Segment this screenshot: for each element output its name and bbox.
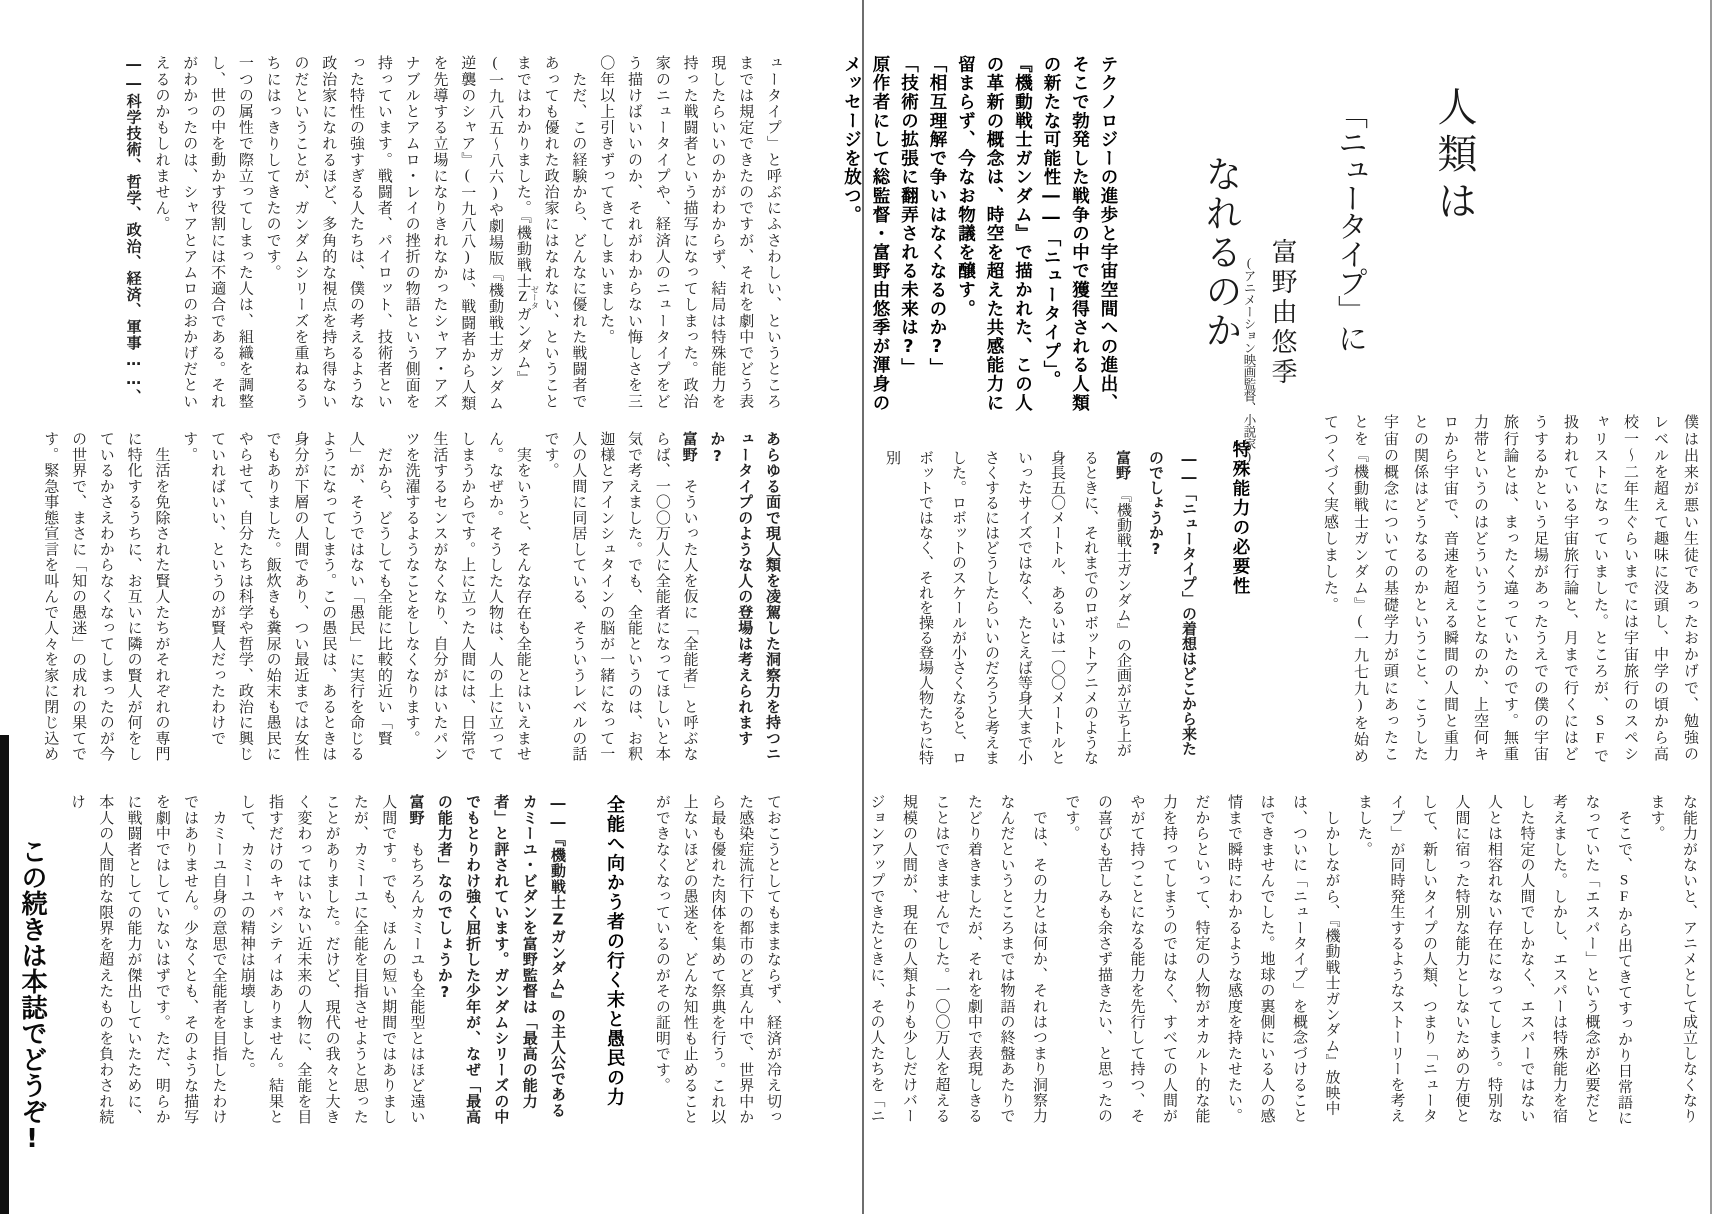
speaker-label: 富野 <box>680 431 699 463</box>
author-role: (アニメーション映画監督、小説家) <box>1242 256 1256 463</box>
paragraph: 実をいうと、そんな存在も全能とはいえません。なぜか。そうした人物は、人の上に立ってしまうからです。上に立った人間には、日常で生活するセンスがなくなり、自分がはいたパンツを洗濯するようなことをしなくなります。 <box>403 431 531 762</box>
left-page-band-2 <box>35 431 786 764</box>
paragraph: 富野 『機動戦士ガンダム』の企画が立ち上がるときに、それまでのロボットアニメのような身長五〇メートル、あるいは一〇〇メートルといったサイズではなく、たとえば等身大まで小さくするにはどうしたらいいのだろうと考えました。ロボットのスケールが小さくなると、ロボットではなく、それを操る登場人物たちに特別 <box>884 450 1132 765</box>
paragraph: ただ、この経験から、どんなに優れた戦闘者であっても優れた政治家にはなれない、ということまではわかりました。『機動戦士Z ゼータガンダム』(一九八五〜八六)や劇場版『機動戦士ガンダム 逆襲のシャア』(一九八八)は、戦闘者から人類を先導する立場になりきれなかったシャア・アズナブルとアムロ・レイの挫折の物語という側面を持っています。戦闘者、パイロット、技術者といった特性の強すぎる人たちは、僕の考えるような政治家になれるほど、多角的な視点を持ち得ないのだということが、ガンダムシリーズを重ねるうちにはっきりしてきたのです。 <box>264 55 587 428</box>
paragraph: 生活を免除された賢人たちがそれぞれの専門に特化するうちに、お互いに隣の賢人が何をしているかさえわからなくなってしまったのが今の世界で、まさに「知の愚迷」の成れの果てです。緊急事態宣言を叫んで人々を家に閉じ込め <box>42 431 170 762</box>
paragraph: ――「ニュータイプ」の着想はどこから来たのでしょうか? <box>1147 450 1198 756</box>
paragraph: ――科学技術、哲学、政治、経済、軍事……、 <box>124 55 143 406</box>
page-title-line-2: 「ニュータイプ」に <box>1333 99 1366 351</box>
interview-block-2 <box>63 794 572 1129</box>
paragraph: ておこうとしてもままならず、経済が冷え切った感染症流行下の都市のど真ん中で、世界中から最も優れた肉体を集めて祭典を行う。これ以上ないほどの愚迷を、どんな知性も止めることができなくなっているのがその証明です。 <box>653 794 781 1125</box>
left-page-band-3-lead <box>647 794 786 1129</box>
paragraph: 僕は出来が悪い生徒であったおかげで、勉強のレベルを超えて趣味に没頭し、中学の頃から高校一〜二年生ぐらいまでには宇宙旅行のスペシャリストになっていました。ところが、SFで扱われている宇宙旅行論と、月まで行くにはどうするかという足場があったうえでの僕の宇宙旅行論とは、まったく違っていたのです。無重力帯というのはどういうことなのか、上空何キロから宇宙で、音速を超える瞬間の人間と重力との関係はどうなるのかということ、こうした宇宙の概念についての基礎学力が頭にあったことを『機動戦士ガンダム』(一九七九)を始めてつくづく実感しました。 <box>1322 414 1698 765</box>
paragraph: あらゆる面で現人類を凌駕した洞察力を持つニュータイプのような人の登場は考えられますか? <box>708 431 782 762</box>
right-page-band-2 <box>860 794 1705 1131</box>
paragraph: テクノロジーの進歩と宇宙空間への進出、そこで勃発した戦争の中で獲得される人類の新たな可能性――「ニュータイプ」。『機動戦士ガンダム』で描かれた、この人の革新の概念は、時空を超えた共感能力に留まらず、今なお物議を醸す。 <box>955 55 1118 413</box>
paragraph: ュータイプ」と呼ぶにふさわしい、というところまでは規定できたのですが、それを劇中でどう表現したらいいのかがわからず、結局は特殊能力を持った戦闘者という描写になってしまった。政治家のニュータイプや、経済人のニュータイプをどう描けばいいのか、それがわからない悔しさを三〇年以上引きずってきてしまいました。 <box>598 55 781 410</box>
paragraph: そこで、SFから出てきてすっかり日常語になっていた「エスパー」という概念が必要だと考えました。しかし、エスパーは特殊能力を宿した特定の人間でしかなく、エスパーではない人とは相容れない存在になってしまう。特別な人間に宿った特別な能力としないための方便として、新しいタイプの人類、つまり「ニュータイプ」が同時発生するようなストーリーを考えました。 <box>1356 794 1632 1126</box>
speaker-label: 富野 <box>1114 450 1132 480</box>
continue-in-magazine-note: この続きは本誌でどうぞ! <box>17 838 47 1154</box>
ruby-annotated-text: Z ゼータ <box>514 285 540 310</box>
left-edge-black-bar <box>0 735 9 1214</box>
page-edge-line <box>1710 0 1712 1214</box>
left-page-band-1 <box>119 55 786 428</box>
paragraph: 富野 そういった人を仮に「全能者」と呼ぶならば、一〇〇万人に全能者になってほしいと本気で考えました。でも、全能というのは、お釈迦様とアインシュタインの脳が一緒になって一人の人間に同居している、そういうレベルの話です。 <box>542 431 699 762</box>
section-heading-special-ability: 特殊能力の必要性 <box>1230 440 1250 596</box>
paragraph: カミーユ自身の意思で全能者を目指したわけではありません。少なくとも、そのような描写を劇中ではしていないはずです。ただ、明らかに戦闘者としての能力が傑出していたために、本人の人間的な限界を超えたものを負わされ続け <box>68 794 227 1125</box>
paragraph: 一つの属性で際立ってしまった人は、組織を調整し、世の中を動かす役割には不適合である。それがわかったのは、シャアとアムロのおかげだといえるのかもしれません。 <box>153 55 253 410</box>
paragraph: 「相互理解で争いはなくなるのか?」 <box>927 55 947 378</box>
page-title-line-1: 人類は <box>1432 86 1477 227</box>
paragraph: では、その力とは何か、それはつまり洞察力なんだというところまでは物語の終盤あたりでたどり着きましたが、それを劇中で表現しきることはできませんでした。一〇〇万人を超える規模の人間が、現在の人類よりも少しだけバージョンアップできたときに、その人たちを「ニ <box>868 794 1047 1124</box>
paragraph: な能力がないと、アニメとして成立しなくなります。 <box>1648 794 1697 1124</box>
section-heading-omnipotence: 全能へ向かう者の行く末と愚民の力 <box>604 795 625 1107</box>
paragraph: しかしながら、『機動戦士ガンダム』放映中は、ついに「ニュータイプ」を概念づけることはできませんでした。地球の裏側にいる人の感情まで瞬時にわかるような感度を持たせたい。だからといって、特定の人物がオカルト的な能力を持ってしまうのではなく、すべての人間がやがて持つことになる能力を先行して持つ、その喜びも苦しみも余さず描きたい、と思ったのです。 <box>1063 794 1340 1124</box>
author-name: 富野由悠季 <box>1268 238 1297 388</box>
interview-block-1 <box>875 450 1205 765</box>
body-intro-paragraph <box>1315 414 1705 766</box>
paragraph: 原作者にして総監督・富野由悠季が渾身のメッセージを放つ。 <box>841 55 890 413</box>
paragraph: 富野 もちろんカミーユも全能型とはほど遠い人間です。でも、ほんの短い期間ではありましたが、カミーユに全能を目指させようと思ったことがありました。だけど、現代の我々と大きく変わってはいない近未来の人物に、全能を目指すだけのキャパシティはありません。結果として、カミーユの精神は崩壊しました。 <box>238 794 426 1125</box>
paragraph: ――『機動戦士Zガンダム』の主人公であるカミーユ・ビダンを富野監督は「最高の能力者」と評されています。ガンダムシリーズの中でもとりわけ強く屈折した少年が、なぜ「最高の能力者」なのでしょうか? <box>435 794 567 1125</box>
speaker-label: 富野 <box>407 794 426 826</box>
lede <box>837 55 1122 417</box>
paragraph: だから、どうしても全能に比較的近い「賢人」が、そうではない「愚民」に実行を命じるようになってしまう。この愚民は、あるときは身分が下層の人間であり、つい最近までは女性でもありました。飯炊きも糞尿の始末も愚民にやらせて、自分たちは科学や哲学、政治に興じていればいい、というのが賢人だったわけです。 <box>181 431 392 762</box>
paragraph: 「技術の拡張に翻弄される未来は?」 <box>898 55 919 378</box>
page-title-line-3: なれるのか <box>1199 155 1240 350</box>
